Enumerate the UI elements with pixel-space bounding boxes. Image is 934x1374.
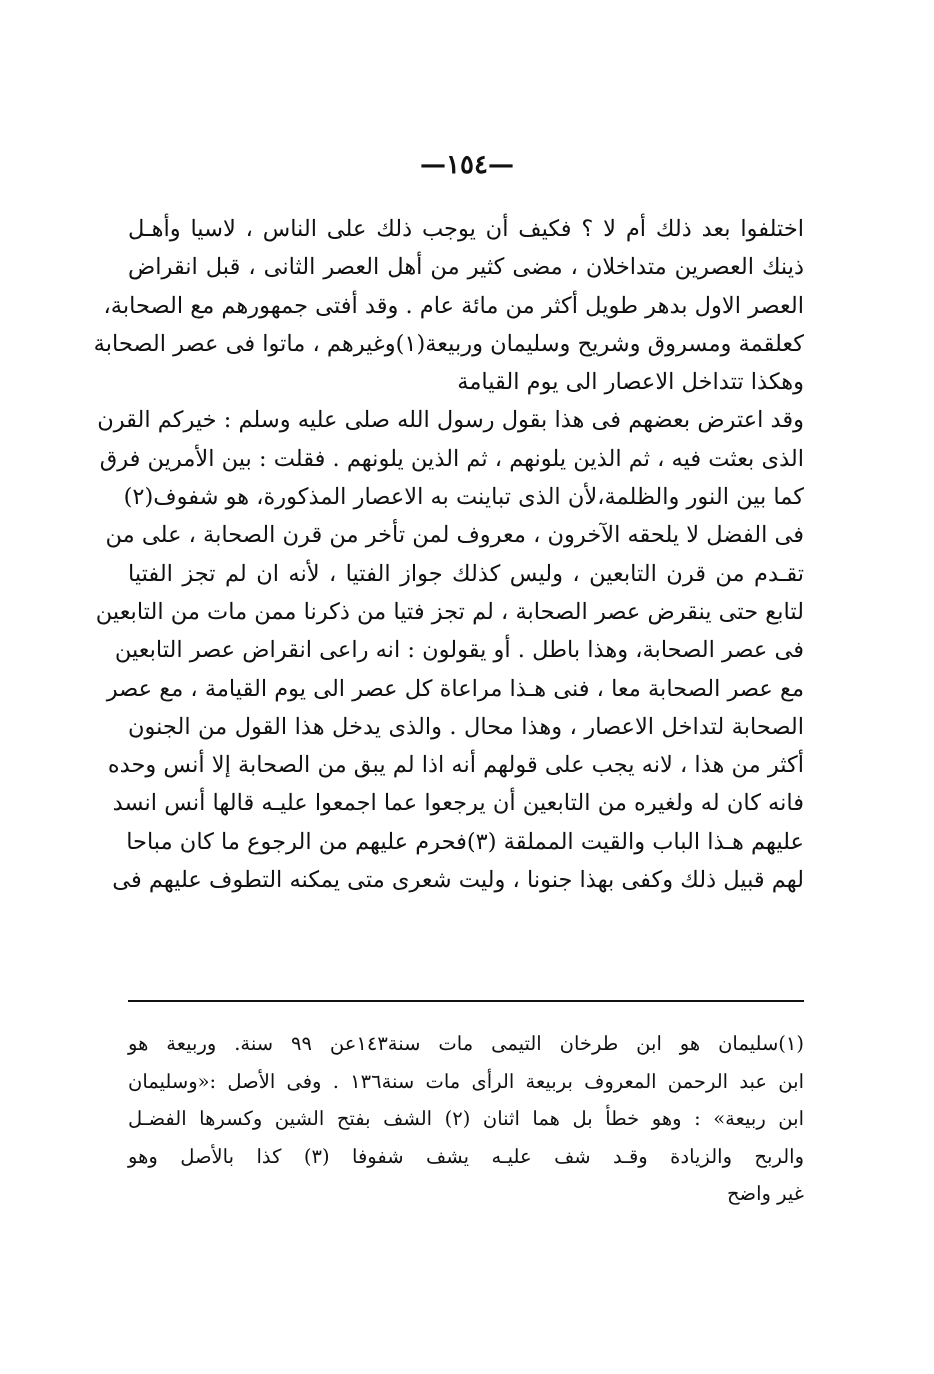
footnote-line: (١)سليمان هو ابن طرخان التيمى مات سنة١٤٣عن ٩٩ سنة. وربيعة هو <box>128 1032 804 1055</box>
text-line: كما بين النور والظلمة،لأن الذى تباينت به الاعصار المذكورة، هو شفوف(٢) <box>123 484 804 511</box>
text-line: وهكذا تتداخل الاعصار الى يوم القيامة <box>457 369 804 396</box>
text-line: فى الفضل لا يلحقه الآخرون ، معروف لمن تأخر من قرن الصحابة ، على من <box>105 522 804 549</box>
text-line: العصر الاول بدهر طويل أكثر من مائة عام . وقد أفتى جمهورهم مع الصحابة، <box>103 292 804 319</box>
text-line: تقـدم من قرن التابعين ، وليس كذلك جواز الفتيا ، لأنه ان لم تجز الفتيا <box>128 560 804 587</box>
text-line: مع عصر الصحابة معا ، فنى هـذا مراعاة كل عصر الى يوم القيامة ، مع عصر <box>106 675 804 702</box>
footnote-separator <box>128 1000 804 1002</box>
text-line: كعلقمة ومسروق وشريح وسليمان وربيعة(١)وغيرهم ، ماتوا فى عصر الصحابة <box>93 330 804 357</box>
text-line: فى عصر الصحابة، وهذا باطل . أو يقولون : انه راعى انقراض عصر التابعين <box>114 637 804 664</box>
text-line: وقد اعترض بعضهم فى هذا بقول رسول الله صلى عليه وسلم : خيركم القرن <box>97 407 804 434</box>
footnote-line: ابن ربيعة» : وهو خطأ بل هما اثنان (٢) الشف بفتح الشين وكسرها الفضـل <box>128 1107 804 1131</box>
text-line: لتابع حتى ينقرض عصر الصحابة ، لم تجز فتيا من ذكرنا ممن مات من التابعين <box>95 598 804 625</box>
text-line: لهم قبيل ذلك وكفى بهذا جنونا ، وليت شعرى متى يمكنه التطوف عليهم فى <box>112 867 804 894</box>
footnote-line: والربح والزيادة وقـد شف عليـه يشف شفوفا (٣) كذا بالأصل وهو <box>128 1144 804 1168</box>
text-line: فانه كان له ولغيره من التابعين أن يرجعوا عما اجمعوا عليـه قالها أنس انسد <box>112 790 804 817</box>
main-text-block <box>93 210 804 899</box>
text-line: الصحابة لتداخل الاعصار ، وهذا محال . والذى يدخل هذا القول من الجنون <box>128 713 804 740</box>
text-line: عليهم هـذا الباب والقيت المملقة (٣)فحرم عليهم من الرجوع ما كان مباحا <box>126 828 804 855</box>
footnotes-block <box>128 1025 804 1213</box>
text-line: الذى بعثت فيه ، ثم الذين يلونهم ، ثم الذين يلونهم . فقلت : بين الأمرين فرق <box>99 445 804 472</box>
text-line: اختلفوا بعد ذلك أم لا ؟ فكيف أن يوجب ذلك على الناس ، لاسيا وأهـل <box>128 216 804 242</box>
page-number: —١٥٤— <box>420 150 514 180</box>
footnote-line: ابن عبد الرحمن المعروف بربيعة الرأى مات سنة١٣٦ . وفى الأصل :«وسليمان <box>128 1069 805 1093</box>
text-line: أكثر من هذا ، لانه يجب على قولهم أنه اذا لم يبق من الصحابة إلا أنس وحده <box>107 752 804 779</box>
footnote-line: غير واضح <box>726 1182 804 1206</box>
text-line: ذينك العصرين متداخلان ، مضى كثير من أهل العصر الثانى ، قبل انقراض <box>128 254 804 281</box>
